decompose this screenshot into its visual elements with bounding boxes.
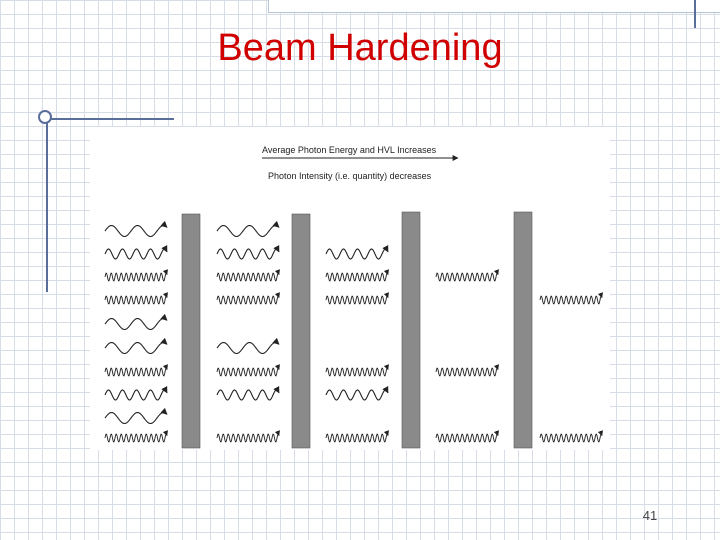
photon-wave-medium: [105, 390, 167, 400]
filter-slab: [182, 214, 200, 448]
photon-wave-high: [105, 368, 167, 376]
left-accent-vertical-line: [46, 112, 48, 292]
beam-hardening-figure: [90, 127, 610, 450]
photon-wave-low: [217, 226, 279, 237]
header-band: [268, 0, 720, 13]
photon-wave-high: [540, 434, 602, 442]
left-accent-horizontal-line: [40, 118, 174, 120]
photon-wave-high: [436, 273, 498, 281]
photon-wave-high: [105, 273, 167, 281]
photon-wave-medium: [105, 249, 167, 259]
photon-wave-medium: [326, 390, 388, 400]
photon-wave-high: [217, 296, 279, 304]
photon-wave-low: [217, 343, 279, 354]
photon-wave-high: [217, 273, 279, 281]
photon-wave-low: [105, 226, 167, 237]
photon-wave-low: [105, 413, 167, 424]
filter-slab: [292, 214, 310, 448]
slide-title: Beam Hardening: [217, 27, 503, 69]
photon-wave-medium: [217, 390, 279, 400]
photon-wave-low: [105, 343, 167, 354]
photon-wave-high: [326, 273, 388, 281]
photon-wave-high: [436, 434, 498, 442]
photon-wave-medium: [326, 249, 388, 259]
photon-wave-high: [105, 296, 167, 304]
filter-slab: [402, 212, 420, 448]
photon-wave-high: [217, 434, 279, 442]
bottom-arrow-label: Photon Intensity (i.e. quantity) decreases: [268, 171, 432, 181]
photon-wave-high: [326, 296, 388, 304]
photon-wave-medium: [217, 249, 279, 259]
left-accent-circle: [38, 110, 52, 124]
photon-wave-high: [326, 368, 388, 376]
photon-wave-high: [540, 296, 602, 304]
filters: [182, 212, 532, 448]
photon-wave-high: [436, 368, 498, 376]
slide-number: 41: [642, 508, 658, 523]
filter-slab: [514, 212, 532, 448]
beam-hardening-diagram: [90, 127, 610, 450]
photon-wave-low: [105, 319, 167, 330]
photon-wave-high: [217, 368, 279, 376]
photon-wave-high: [326, 434, 388, 442]
top-arrow-label: Average Photon Energy and HVL Increases: [262, 145, 437, 155]
header-accent-line: [694, 0, 696, 28]
photon-wave-high: [105, 434, 167, 442]
